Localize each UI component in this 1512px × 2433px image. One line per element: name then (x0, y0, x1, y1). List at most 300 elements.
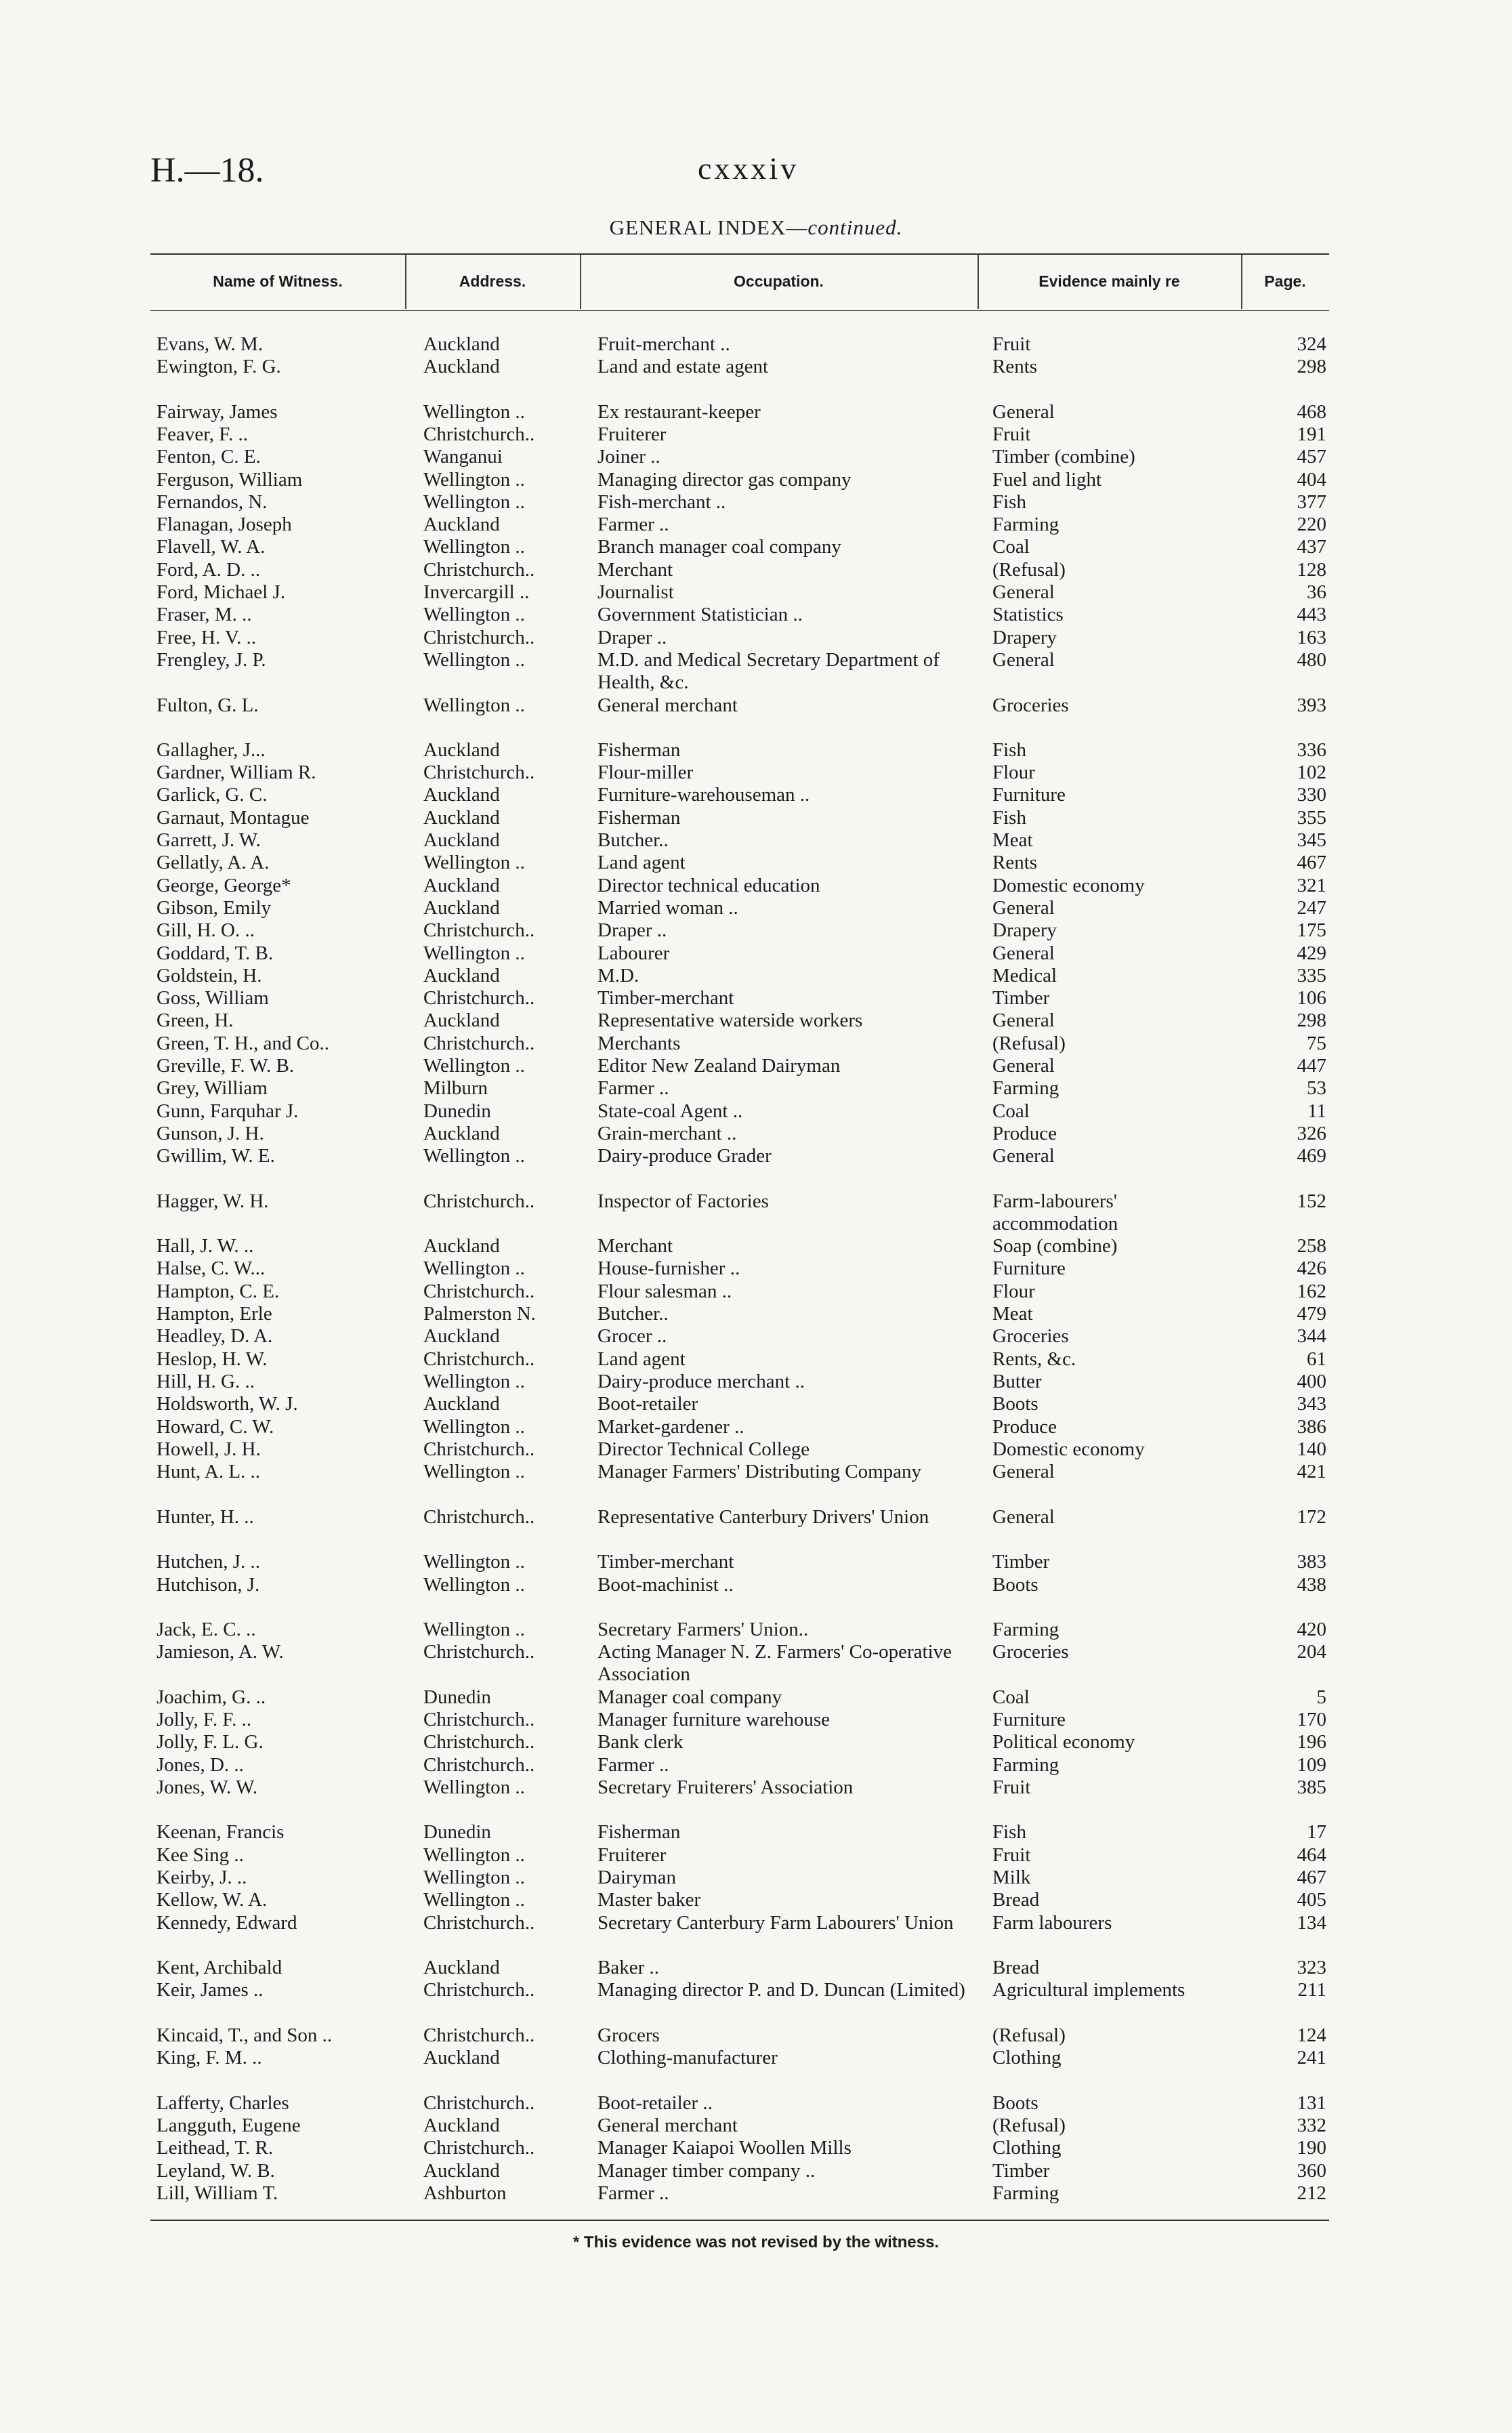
address: Christchurch.. (423, 1190, 535, 1212)
witness-name: Flavell, W. A. (156, 536, 266, 558)
occupation: Dairy-produce Grader (597, 1145, 772, 1167)
witness-name: Feaver, F. .. (156, 423, 249, 445)
address: Wellington .. (423, 1145, 525, 1167)
address: Auckland (423, 829, 500, 851)
address: Wellington .. (423, 1844, 525, 1866)
evidence-topic: Meat (992, 1303, 1033, 1325)
witness-name: Joachim, G. .. (156, 1686, 266, 1708)
occupation: Farmer .. (597, 514, 669, 536)
evidence-topic: (Refusal) (992, 1032, 1066, 1054)
address: Christchurch.. (423, 1979, 535, 2001)
occupation: Flour salesman .. (597, 1280, 732, 1302)
evidence-topic: Coal (992, 1686, 1030, 1708)
evidence-topic: Rents (992, 852, 1038, 874)
address: Wellington .. (423, 1776, 525, 1798)
page-reference: 5 (1316, 1686, 1326, 1708)
table-row (150, 1416, 1329, 1438)
address: Auckland (423, 896, 500, 919)
occupation: Grocer .. (597, 1325, 667, 1348)
table-row (150, 897, 1329, 919)
page-reference: 345 (1297, 829, 1326, 851)
table-row (150, 2137, 1329, 2159)
witness-name: Green, T. H., and Co.. (156, 1032, 330, 1054)
occupation: M.D. (597, 964, 639, 986)
occupation: Merchants (597, 1032, 681, 1054)
witness-name: Halse, C. W... (156, 1257, 266, 1280)
address: Christchurch.. (423, 1753, 535, 1776)
table-row (150, 807, 1329, 829)
witness-name: Frengley, J. P. (156, 648, 266, 671)
occupation: Dairy-produce merchant .. (597, 1370, 805, 1392)
address: Wellington .. (423, 1055, 525, 1077)
page-reference: 467 (1297, 852, 1326, 874)
table-row (150, 875, 1329, 897)
witness-name: Ewington, F. G. (156, 356, 281, 378)
witness-name: Howard, C. W. (156, 1415, 274, 1438)
table-head-rule (150, 310, 1329, 311)
occupation: Ex restaurant-keeper (597, 400, 761, 423)
witness-name: Keenan, Francis (156, 1821, 285, 1844)
address: Auckland (423, 1010, 500, 1032)
page-reference: 386 (1297, 1415, 1326, 1438)
address: Dunedin (423, 1821, 491, 1844)
address: Christchurch.. (423, 1709, 535, 1731)
address: Invercargill .. (423, 581, 530, 603)
table-row (150, 1821, 1329, 1844)
page-reference: 298 (1297, 356, 1326, 378)
occupation: Fisherman (597, 806, 681, 829)
witness-name: Jamieson, A. W. (156, 1641, 284, 1663)
occupation: Dairyman (597, 1866, 676, 1888)
page-reference: 323 (1297, 1957, 1326, 1979)
evidence-topic: Milk (992, 1866, 1031, 1888)
witness-name: Garnaut, Montague (156, 806, 310, 829)
table-row (150, 1055, 1329, 1077)
occupation: Managing director P. and D. Duncan (Limited) (597, 1979, 965, 2001)
witness-name: Free, H. V. .. (156, 626, 257, 648)
table-row (150, 1393, 1329, 1415)
column-header-name: Name of Witness. (213, 272, 343, 290)
witness-name: Leithead, T. R. (156, 2137, 274, 2159)
occupation: Flour-miller (597, 762, 694, 784)
witness-name: Hunter, H. .. (156, 1505, 254, 1528)
table-row (150, 852, 1329, 874)
table-row (150, 1010, 1329, 1032)
table-row (150, 648, 1329, 693)
witness-name: Keirby, J. .. (156, 1866, 247, 1888)
table-row (150, 1033, 1329, 1055)
page-reference: 383 (1297, 1551, 1326, 1573)
evidence-topic: General (992, 581, 1055, 603)
address: Christchurch.. (423, 1641, 535, 1663)
witness-name: Ford, Michael J. (156, 581, 286, 603)
witness-name: Kent, Archibald (156, 1957, 282, 1979)
page-reference: 190 (1297, 2137, 1326, 2159)
witness-name: Howell, J. H. (156, 1438, 261, 1460)
occupation: Representative Canterbury Drivers' Union (597, 1505, 929, 1528)
table-row (150, 423, 1329, 446)
table-row (150, 784, 1329, 806)
address: Christchurch.. (423, 1032, 535, 1054)
table-row (150, 965, 1329, 987)
evidence-topic: Farm-labourers' accommodation (992, 1190, 1118, 1234)
page-reference: 170 (1297, 1709, 1326, 1731)
occupation: General merchant (597, 2114, 738, 2136)
address: Auckland (423, 2159, 500, 2182)
witness-name: Hall, J. W. .. (156, 1235, 254, 1257)
table-row (150, 1844, 1329, 1867)
occupation: Secretary Farmers' Union.. (597, 1618, 809, 1640)
table-row (150, 694, 1329, 717)
page-reference: 61 (1307, 1348, 1326, 1370)
page-reference: 377 (1297, 491, 1326, 513)
evidence-topic: Fish (992, 739, 1026, 761)
address: Dunedin (423, 1686, 491, 1708)
occupation: Bank clerk (597, 1731, 684, 1753)
page-reference: 330 (1297, 784, 1326, 806)
address: Wellington .. (423, 536, 525, 558)
table-row (150, 1619, 1329, 1641)
occupation: Fish-merchant .. (597, 491, 726, 513)
address: Christchurch.. (423, 1911, 535, 1934)
address: Auckland (423, 2047, 500, 2069)
evidence-topic: Groceries (992, 1641, 1069, 1663)
address: Wellington .. (423, 1866, 525, 1888)
address: Christchurch.. (423, 919, 535, 942)
evidence-topic: Drapery (992, 919, 1057, 942)
witness-name: Jolly, F. F. .. (156, 1709, 252, 1731)
witness-name: Heslop, H. W. (156, 1348, 268, 1370)
occupation: Grain-merchant .. (597, 1122, 737, 1144)
occupation: Director technical education (597, 874, 820, 896)
evidence-topic: Groceries (992, 694, 1069, 716)
page-number: cxxxiv (698, 151, 799, 186)
witness-name: Fulton, G. L. (156, 694, 259, 716)
index-title (0, 215, 1512, 240)
table-row (150, 1709, 1329, 1731)
table-row (150, 514, 1329, 536)
witness-name: Langguth, Eugene (156, 2114, 301, 2136)
evidence-topic: Groceries (992, 1325, 1069, 1348)
occupation: Secretary Fruiterers' Association (597, 1776, 854, 1798)
index-title-main: GENERAL INDEX— (609, 215, 808, 239)
occupation: Farmer .. (597, 1077, 669, 1100)
evidence-topic: Flour (992, 762, 1035, 784)
table-row (150, 2160, 1329, 2182)
occupation: Grocers (597, 2024, 660, 2046)
witness-name: Green, H. (156, 1010, 234, 1032)
page-reference: 220 (1297, 514, 1326, 536)
occupation: Director Technical College (597, 1438, 810, 1460)
witness-name: Gunson, J. H. (156, 1122, 264, 1144)
occupation: Acting Manager N. Z. Farmers' Co-operative Association (597, 1641, 952, 1686)
evidence-topic: Farm labourers (992, 1911, 1112, 1934)
table-row (150, 1438, 1329, 1461)
table-row (150, 1506, 1329, 1529)
occupation: Land agent (597, 852, 686, 874)
table-row (150, 1281, 1329, 1303)
witness-name: Grey, William (156, 1077, 268, 1100)
evidence-topic: Fruit (992, 1844, 1031, 1866)
address: Auckland (423, 1957, 500, 1979)
table-row (150, 2092, 1329, 2115)
address: Auckland (423, 2114, 500, 2136)
address: Christchurch.. (423, 1438, 535, 1460)
evidence-topic: Rents (992, 356, 1038, 378)
table-row (150, 1957, 1329, 1979)
evidence-topic: Furniture (992, 784, 1066, 806)
address: Auckland (423, 1235, 500, 1257)
occupation: House-furnisher .. (597, 1257, 740, 1280)
table-row (150, 1686, 1329, 1709)
address: Auckland (423, 784, 500, 806)
witness-name: Fenton, C. E. (156, 446, 261, 468)
address: Wellington .. (423, 1573, 525, 1596)
address: Christchurch.. (423, 558, 535, 581)
index-title-suffix: continued. (807, 215, 903, 239)
occupation: Land agent (597, 1348, 686, 1370)
address: Wellington .. (423, 468, 525, 491)
address: Auckland (423, 356, 500, 378)
occupation: Manager furniture warehouse (597, 1709, 831, 1731)
witness-name: Kee Sing .. (156, 1844, 244, 1866)
occupation: Boot-retailer (597, 1393, 698, 1415)
column-header-evidence: Evidence mainly re (1038, 272, 1180, 290)
table-row (150, 987, 1329, 1010)
address: Christchurch.. (423, 626, 535, 648)
page-reference: 53 (1307, 1077, 1326, 1100)
page-reference: 447 (1297, 1055, 1326, 1077)
occupation: Butcher.. (597, 1303, 669, 1325)
page-reference: 298 (1297, 1010, 1326, 1032)
evidence-topic: Drapery (992, 626, 1057, 648)
page-reference: 175 (1297, 919, 1326, 942)
page-reference: 468 (1297, 400, 1326, 423)
address: Auckland (423, 1122, 500, 1144)
witness-name: Garrett, J. W. (156, 829, 261, 851)
evidence-topic: Boots (992, 1573, 1038, 1596)
witness-name: Goldstein, H. (156, 964, 262, 986)
page-reference: 421 (1297, 1461, 1326, 1483)
address: Wellington .. (423, 1618, 525, 1640)
page-reference: 128 (1297, 558, 1326, 581)
witness-name: Jones, W. W. (156, 1776, 258, 1798)
page-reference: 247 (1297, 896, 1326, 919)
page-reference: 124 (1297, 2024, 1326, 2046)
witness-name: Jones, D. .. (156, 1753, 244, 1776)
table-row (150, 1551, 1329, 1573)
page-reference: 400 (1297, 1370, 1326, 1392)
witness-name: Hunt, A. L. .. (156, 1461, 261, 1483)
address: Christchurch.. (423, 987, 535, 1010)
evidence-topic: General (992, 1505, 1055, 1528)
witness-name: Goddard, T. B. (156, 942, 274, 964)
evidence-topic: Soap (combine) (992, 1235, 1118, 1257)
address: Wellington .. (423, 400, 525, 423)
witness-name: Hutchen, J. .. (156, 1551, 261, 1573)
page-reference: 75 (1307, 1032, 1326, 1054)
page-reference: 326 (1297, 1122, 1326, 1144)
evidence-topic: Fruit (992, 333, 1031, 355)
evidence-topic: Furniture (992, 1257, 1066, 1280)
witness-name: Kennedy, Edward (156, 1911, 297, 1934)
table-row (150, 1867, 1329, 1889)
occupation: Boot-retailer .. (597, 2092, 713, 2114)
page-reference: 211 (1297, 1979, 1326, 2001)
address: Christchurch.. (423, 1731, 535, 1753)
evidence-topic: Fruit (992, 423, 1031, 445)
page-reference: 464 (1297, 1844, 1326, 1866)
evidence-topic: Furniture (992, 1709, 1066, 1731)
witness-name: Gardner, William R. (156, 762, 316, 784)
address: Wanganui (423, 446, 503, 468)
evidence-topic: General (992, 400, 1055, 423)
address: Wellington .. (423, 852, 525, 874)
column-header-page: Page. (1264, 272, 1306, 290)
table-row (150, 1754, 1329, 1776)
occupation: Representative waterside workers (597, 1010, 863, 1032)
table-row (150, 919, 1329, 942)
occupation: Manager Kaiapoi Woollen Mills (597, 2137, 852, 2159)
occupation: Merchant (597, 1235, 673, 1257)
page-reference: 131 (1297, 2092, 1326, 2114)
occupation: Furniture-warehouseman .. (597, 784, 810, 806)
witness-name: Kellow, W. A. (156, 1889, 268, 1911)
evidence-topic: Meat (992, 829, 1033, 851)
evidence-topic: Produce (992, 1122, 1057, 1144)
witness-name: Keir, James .. (156, 1979, 264, 2001)
evidence-topic: Flour (992, 1280, 1035, 1302)
page-reference: 405 (1297, 1889, 1326, 1911)
occupation: Draper .. (597, 919, 667, 942)
table-row (150, 1574, 1329, 1596)
occupation: Timber-merchant (597, 987, 734, 1010)
occupation: Fruiterer (597, 1844, 667, 1866)
page-reference: 437 (1297, 536, 1326, 558)
table-row (150, 1257, 1329, 1280)
evidence-topic: Statistics (992, 604, 1064, 626)
witness-name: Kincaid, T., and Son .. (156, 2024, 333, 2046)
page-reference: 467 (1297, 1866, 1326, 1888)
table-row (150, 1190, 1329, 1234)
occupation: Market-gardener .. (597, 1415, 744, 1438)
page-reference: 204 (1297, 1641, 1326, 1663)
occupation: Timber-merchant (597, 1551, 734, 1573)
witness-name: Goss, William (156, 987, 269, 1010)
page-reference: 344 (1297, 1325, 1326, 1348)
page-reference: 17 (1307, 1821, 1326, 1844)
page-reference: 196 (1297, 1731, 1326, 1753)
evidence-topic: (Refusal) (992, 558, 1066, 581)
page-reference: 258 (1297, 1235, 1326, 1257)
evidence-topic: Fish (992, 1821, 1026, 1844)
page-reference: 479 (1297, 1303, 1326, 1325)
page-reference: 324 (1297, 333, 1326, 355)
table-row (150, 1889, 1329, 1911)
evidence-topic: Farming (992, 1077, 1059, 1100)
page-reference: 480 (1297, 648, 1326, 671)
table-row (150, 333, 1329, 356)
evidence-topic: Farming (992, 514, 1059, 536)
witness-name: Evans, W. M. (156, 333, 264, 355)
page-reference: 191 (1297, 423, 1326, 445)
witness-name: Fairway, James (156, 400, 278, 423)
occupation: Baker .. (597, 1957, 659, 1979)
page-reference: 457 (1297, 446, 1326, 468)
address: Wellington .. (423, 1889, 525, 1911)
occupation: Editor New Zealand Dairyman (597, 1055, 841, 1077)
table-row (150, 1461, 1329, 1483)
witness-name: Ford, A. D. .. (156, 558, 261, 581)
evidence-topic: (Refusal) (992, 2024, 1066, 2046)
witness-name: Hill, H. G. .. (156, 1370, 255, 1392)
page-reference: 212 (1297, 2182, 1326, 2204)
evidence-topic: Bread (992, 1889, 1040, 1911)
address: Auckland (423, 333, 500, 355)
address: Christchurch.. (423, 1348, 535, 1370)
occupation: Fruiterer (597, 423, 667, 445)
address: Milburn (423, 1077, 488, 1100)
evidence-topic: Bread (992, 1957, 1040, 1979)
evidence-topic: Agricultural implements (992, 1979, 1185, 2001)
table-row (150, 1731, 1329, 1753)
occupation: Married woman .. (597, 896, 738, 919)
address: Wellington .. (423, 648, 525, 671)
evidence-topic: Fuel and light (992, 468, 1102, 491)
address: Wellington .. (423, 694, 525, 716)
page-header (150, 150, 1343, 198)
page-reference: 106 (1297, 987, 1326, 1010)
evidence-topic: Rents, &c. (992, 1348, 1076, 1370)
evidence-topic: General (992, 1055, 1055, 1077)
witness-name: Fraser, M. .. (156, 604, 252, 626)
evidence-topic: Domestic economy (992, 1438, 1145, 1460)
address: Auckland (423, 739, 500, 761)
page-reference: 426 (1297, 1257, 1326, 1280)
occupation: Fisherman (597, 1821, 681, 1844)
witness-name: Gallagher, J... (156, 739, 266, 761)
witness-name: Lafferty, Charles (156, 2092, 289, 2114)
page-reference: 140 (1297, 1438, 1326, 1460)
page-reference: 355 (1297, 806, 1326, 829)
occupation: Farmer .. (597, 1753, 669, 1776)
page-reference: 429 (1297, 942, 1326, 964)
page-reference: 343 (1297, 1393, 1326, 1415)
occupation: Branch manager coal company (597, 536, 841, 558)
address: Christchurch.. (423, 2092, 535, 2114)
page-reference: 438 (1297, 1573, 1326, 1596)
evidence-topic: General (992, 648, 1055, 671)
page-reference: 335 (1297, 964, 1326, 986)
page-reference: 385 (1297, 1776, 1326, 1798)
occupation: State-coal Agent .. (597, 1100, 743, 1122)
table-row (150, 2115, 1329, 2137)
column-header-address: Address. (459, 272, 526, 290)
table-row (150, 1303, 1329, 1325)
table-row (150, 2182, 1329, 2205)
evidence-topic: Timber (combine) (992, 446, 1135, 468)
occupation: Joiner .. (597, 446, 660, 468)
page-reference: 360 (1297, 2159, 1326, 2182)
occupation: Manager coal company (597, 1686, 782, 1708)
table-row (150, 1348, 1329, 1371)
report-reference: H.—18. (150, 151, 264, 190)
address: Wellington .. (423, 1257, 525, 1280)
occupation: M.D. and Medical Secretary Department of Health, &c. (597, 648, 940, 693)
witness-name: Fernandos, N. (156, 491, 268, 513)
address: Auckland (423, 1393, 500, 1415)
witness-name: Lill, William T. (156, 2182, 278, 2204)
